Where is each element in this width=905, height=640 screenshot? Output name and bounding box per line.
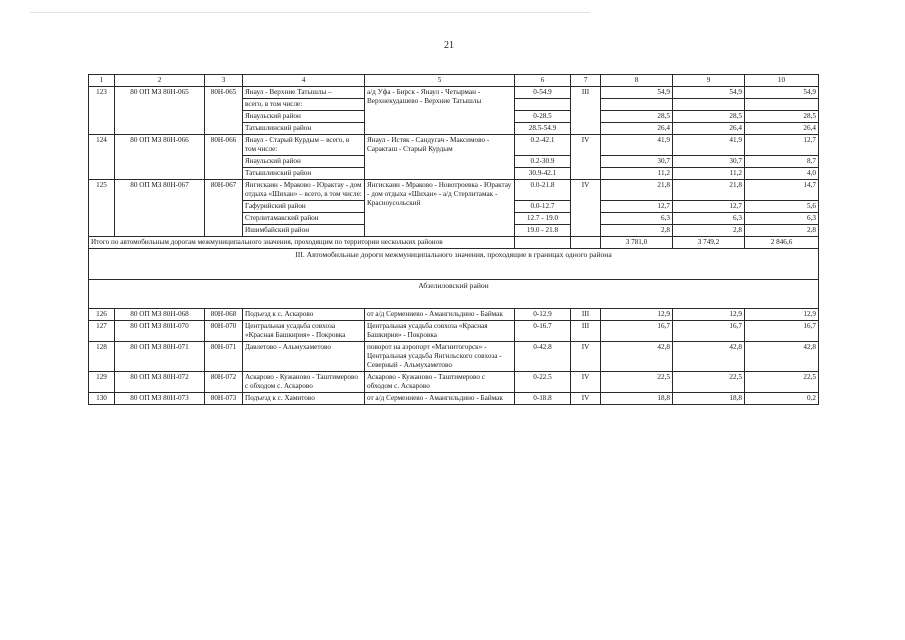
road-code: 80Н-073	[205, 393, 243, 405]
length-total: 2,8	[601, 225, 673, 237]
header-cell-8: 8	[601, 75, 673, 87]
length-improved	[745, 99, 819, 111]
road-name: Янгискаин - Мраково - Юрактау - дом отдыха «Шихан» – всего, в том числе:	[243, 180, 365, 201]
road-id: 80 ОП МЗ 80Н-072	[115, 372, 205, 393]
row-number: 124	[89, 135, 115, 180]
km-range: 0-22.5	[515, 372, 571, 393]
length-improved: 0,2	[745, 393, 819, 405]
km-range: 30.9-42.1	[515, 168, 571, 180]
km-range: 12.7 - 19.0	[515, 213, 571, 225]
road-name: Ишимбайский район	[243, 225, 365, 237]
road-name: Татышлинский район	[243, 168, 365, 180]
table-row	[89, 309, 819, 321]
km-range: 0.2-42.1	[515, 135, 571, 156]
table-row	[89, 135, 819, 156]
road-name: Янаульский район	[243, 156, 365, 168]
length-improved: 22,5	[745, 372, 819, 393]
length-paved: 28,5	[673, 111, 745, 123]
header-cell-9: 9	[673, 75, 745, 87]
km-range: 0.0-12.7	[515, 201, 571, 213]
km-range: 0.0-21.8	[515, 180, 571, 201]
road-category: IV	[571, 372, 601, 393]
road-id: 80 ОП МЗ 80Н-065	[115, 87, 205, 135]
road-category: III	[571, 321, 601, 342]
length-paved: 2,8	[673, 225, 745, 237]
length-improved: 8,7	[745, 156, 819, 168]
table-row	[89, 393, 819, 405]
row-number: 130	[89, 393, 115, 405]
length-improved: 6,3	[745, 213, 819, 225]
total-length: 3 781,0	[601, 237, 673, 249]
length-paved: 42,8	[673, 342, 745, 372]
length-total: 22,5	[601, 372, 673, 393]
km-range: 0-28.5	[515, 111, 571, 123]
header-cell-10: 10	[745, 75, 819, 87]
length-paved: 21,8	[673, 180, 745, 201]
road-name: всего, в том числе:	[243, 99, 365, 111]
length-improved: 5,6	[745, 201, 819, 213]
road-code: 80Н-067	[205, 180, 243, 237]
roads-table	[88, 74, 819, 405]
road-id: 80 ОП МЗ 80Н-067	[115, 180, 205, 237]
km-range: 0-42.8	[515, 342, 571, 372]
district-title-row	[89, 280, 819, 309]
length-paved: 30,7	[673, 156, 745, 168]
length-total: 41,9	[601, 135, 673, 156]
length-improved: 28,5	[745, 111, 819, 123]
road-id: 80 ОП МЗ 80Н-070	[115, 321, 205, 342]
route-description: Аскарово - Кужаново - Таштимерово с обходом с. Аскарово	[365, 372, 515, 393]
road-code: 80Н-071	[205, 342, 243, 372]
road-name: Подъезд к с. Хамитово	[243, 393, 365, 405]
row-number: 127	[89, 321, 115, 342]
section-title: III. Автомобильные дороги межмуниципального значения, проходящие в границах одного района	[89, 249, 819, 280]
table-row	[89, 180, 819, 201]
length-total: 42,8	[601, 342, 673, 372]
km-range: 0-18.8	[515, 393, 571, 405]
length-paved: 18,8	[673, 393, 745, 405]
length-total: 21,8	[601, 180, 673, 201]
road-category: IV	[571, 180, 601, 237]
length-paved: 54,9	[673, 87, 745, 99]
row-number: 126	[89, 309, 115, 321]
table-row	[89, 342, 819, 372]
road-code: 80Н-068	[205, 309, 243, 321]
road-category: IV	[571, 342, 601, 372]
length-paved: 41,9	[673, 135, 745, 156]
road-id: 80 ОП МЗ 80Н-071	[115, 342, 205, 372]
scan-artifact-line	[30, 12, 590, 13]
road-category: III	[571, 309, 601, 321]
road-name: Стерлитамакский район	[243, 213, 365, 225]
km-range: 0-12.9	[515, 309, 571, 321]
length-paved: 16,7	[673, 321, 745, 342]
length-paved: 12,9	[673, 309, 745, 321]
table-header-row	[89, 75, 819, 87]
road-category: IV	[571, 393, 601, 405]
section-title-row	[89, 249, 819, 280]
road-id: 80 ОП МЗ 80Н-068	[115, 309, 205, 321]
page-number: 21	[444, 40, 454, 51]
row-number: 129	[89, 372, 115, 393]
km-range: 0.2-30.9	[515, 156, 571, 168]
length-total: 30,7	[601, 156, 673, 168]
road-code: 80Н-072	[205, 372, 243, 393]
length-paved: 12,7	[673, 201, 745, 213]
length-total: 6,3	[601, 213, 673, 225]
length-improved: 4,0	[745, 168, 819, 180]
road-id: 80 ОП МЗ 80Н-066	[115, 135, 205, 180]
row-number: 128	[89, 342, 115, 372]
road-name: Подъезд к с. Аскарово	[243, 309, 365, 321]
length-total: 26,4	[601, 123, 673, 135]
length-improved: 54,9	[745, 87, 819, 99]
road-name: Янаульский район	[243, 111, 365, 123]
length-total: 54,9	[601, 87, 673, 99]
length-improved: 42,8	[745, 342, 819, 372]
length-paved: 26,4	[673, 123, 745, 135]
road-category: IV	[571, 135, 601, 180]
table-row	[89, 87, 819, 99]
length-total: 12,7	[601, 201, 673, 213]
header-cell-4: 4	[243, 75, 365, 87]
length-improved: 12,7	[745, 135, 819, 156]
total-label: Итого по автомобильным дорогам межмуниципального значения, проходящим по территории нескольких районов	[89, 237, 515, 249]
length-paved: 22,5	[673, 372, 745, 393]
length-total: 12,9	[601, 309, 673, 321]
district-title: Абзелиловский район	[89, 280, 819, 309]
km-range: 0-16.7	[515, 321, 571, 342]
length-improved: 12,9	[745, 309, 819, 321]
total-row	[89, 237, 819, 249]
km-range: 28.5-54.9	[515, 123, 571, 135]
table-row	[89, 372, 819, 393]
length-total: 16,7	[601, 321, 673, 342]
road-code: 80Н-066	[205, 135, 243, 180]
road-name: Татышлинский район	[243, 123, 365, 135]
length-improved: 14,7	[745, 180, 819, 201]
road-name: Янаул - Верхние Татышлы –	[243, 87, 365, 99]
route-description: поворот на аэропорт «Магнитогорск» - Центральная усадьба Янгильского совхоза - Северный - Альмухаметово	[365, 342, 515, 372]
km-range: 19.0 - 21.8	[515, 225, 571, 237]
length-paved	[673, 99, 745, 111]
length-total	[601, 99, 673, 111]
road-name: Аскарово - Кужаново - Таштимерово с обходом с. Аскарово	[243, 372, 365, 393]
header-cell-1: 1	[89, 75, 115, 87]
total-length-paved: 3 749,2	[673, 237, 745, 249]
route-description: Центральная усадьба совхоза «Красная Башкирия» - Покровка	[365, 321, 515, 342]
length-improved: 2,8	[745, 225, 819, 237]
route-description: от а/д Сермениево - Амангильдино - Баймак	[365, 309, 515, 321]
length-paved: 6,3	[673, 213, 745, 225]
road-name: Гафурийский район	[243, 201, 365, 213]
road-category: III	[571, 87, 601, 135]
length-improved: 26,4	[745, 123, 819, 135]
length-paved: 11,2	[673, 168, 745, 180]
header-cell-6: 6	[515, 75, 571, 87]
header-cell-5: 5	[365, 75, 515, 87]
total-empty-6	[515, 237, 571, 249]
length-total: 11,2	[601, 168, 673, 180]
table-row	[89, 321, 819, 342]
route-description: Янгискаин - Мраково - Новотроевка - Юрактау - дом отдыха «Шихан» - а/д Стерлитамак - Красноусольский	[365, 180, 515, 237]
road-name: Центральная усадьба совхоза «Красная Башкирия» - Покровка	[243, 321, 365, 342]
row-number: 123	[89, 87, 115, 135]
road-name: Янаул - Старый Курдым – всего, в том числе:	[243, 135, 365, 156]
route-description: а/д Уфа - Бирск - Янаул - Четырман - Верхнекудашево - Верхние Татышлы	[365, 87, 515, 135]
header-cell-3: 3	[205, 75, 243, 87]
length-total: 18,8	[601, 393, 673, 405]
route-description: Янаул - Истяк - Сандугач - Максимово - Саракташ - Старый Курдым	[365, 135, 515, 180]
row-number: 125	[89, 180, 115, 237]
km-range: 0-54.9	[515, 87, 571, 99]
road-name: Давлетово - Альмухаметово	[243, 342, 365, 372]
route-description: от а/д Сермениево - Амангильдино - Баймак	[365, 393, 515, 405]
header-cell-2: 2	[115, 75, 205, 87]
total-length-improved: 2 846,6	[745, 237, 819, 249]
road-code: 80Н-070	[205, 321, 243, 342]
total-empty-7	[571, 237, 601, 249]
header-cell-7: 7	[571, 75, 601, 87]
km-range	[515, 99, 571, 111]
road-id: 80 ОП МЗ 80Н-073	[115, 393, 205, 405]
length-improved: 16,7	[745, 321, 819, 342]
road-code: 80Н-065	[205, 87, 243, 135]
length-total: 28,5	[601, 111, 673, 123]
